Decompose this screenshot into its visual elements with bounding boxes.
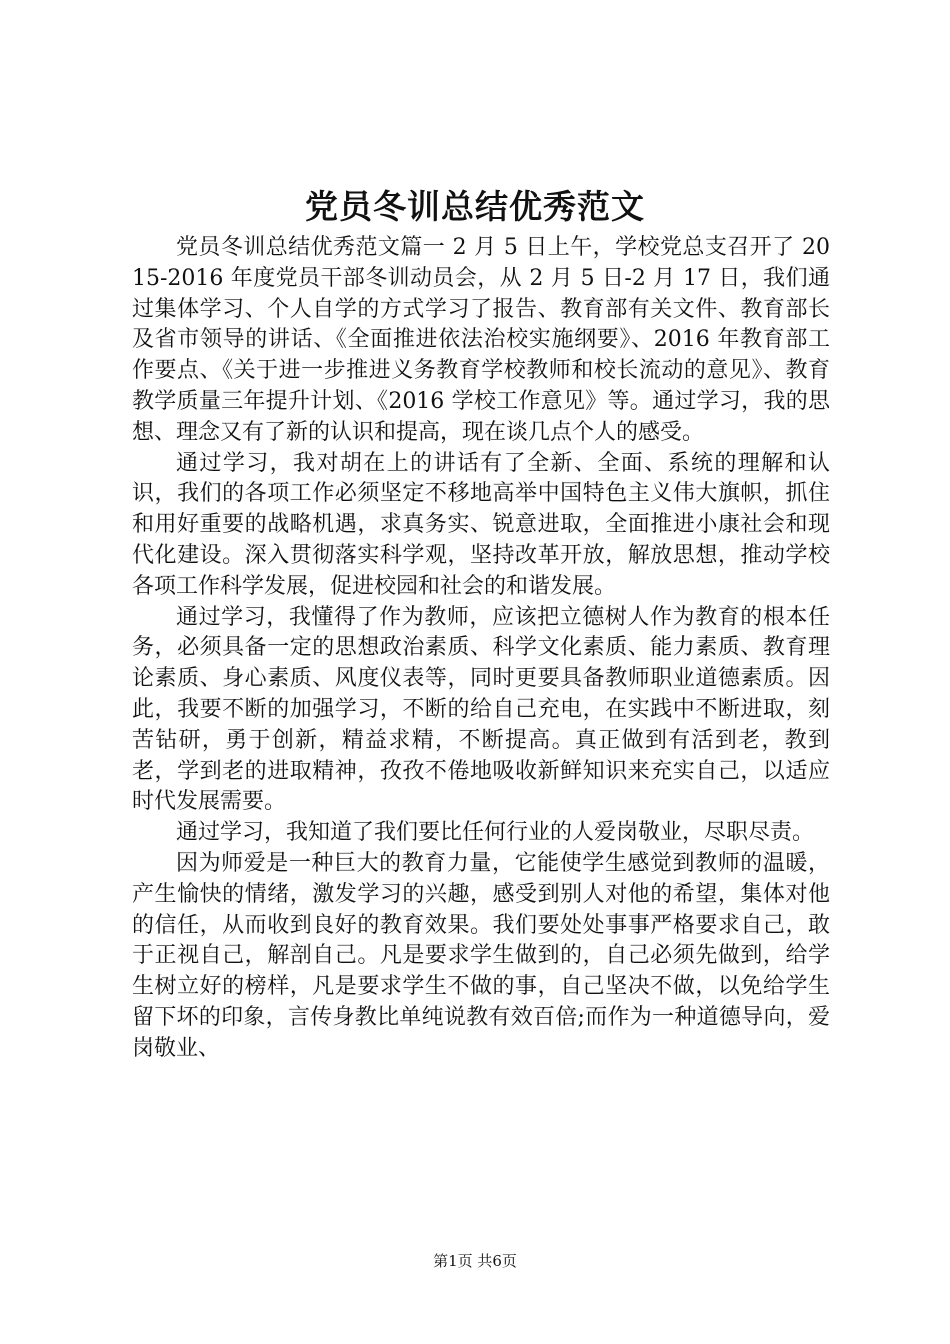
paragraph-5: 因为师爱是一种巨大的教育力量，它能使学生感觉到教师的温暖，产生愉快的情绪，激发学习的兴趣，感受到别人对他的希望，集体对他的信任，从而收到良好的教育效果。我们要处处事事严格要求自己，敢于正视自己，解剖自己。凡是要求学生做到的，自己必须先做到，给学生树立好的榜样，凡是要求学生不做的事，自己坚决不做，以免给学生留下坏的印象，言传身教比单纯说教有效百倍;而作为一种道德导向，爱岗敬业、 [132, 850, 830, 1061]
paragraph-1: 党员冬训总结优秀范文篇一 2 月 5 日上午，学校党总支召开了 2015-2016 年度党员干部冬训动员会，从 2 月 5 日-2 月 17 日，我们通过集体学习、个人自学的方式学习了报告、教育部有关文件、教育部长及省市领导的讲话、《全面推进依法治校实施纲要》、2016 年教育部工作要点、《关于进一步推进义务教育学校教师和校长流动的意见》、教育教学质量三年提升计划、《2016 学校工作意见》等。通过学习，我的思想、理念又有了新的认识和提高，现在谈几点个人的感受。 [132, 235, 830, 445]
paragraph-4: 通过学习，我知道了我们要比任何行业的人爱岗敬业，尽职尽责。 [176, 820, 815, 846]
paragraph-2: 通过学习，我对胡在上的讲话有了全新、全面、系统的理解和认识，我们的各项工作必须坚定不移地高举中国特色主义伟大旗帜，抓住和用好重要的战略机遇，求真务实、锐意进取，全面推进小康社会和现代化建设。深入贯彻落实科学观，坚持改革开放，解放思想，推动学校各项工作科学发展，促进校园和社会的和谐发展。 [132, 450, 830, 599]
paragraph-3: 通过学习，我懂得了作为教师，应该把立德树人作为教育的根本任务，必须具备一定的思想政治素质、科学文化素质、能力素质、教育理论素质、身心素质、风度仪表等，同时更要具备教师职业道德素质。因此，我要不断的加强学习，不断的给自己充电，在实践中不断进取，刻苦钻研，勇于创新，精益求精，不断提高。真正做到有活到老，教到老，学到老的进取精神，孜孜不倦地吸收新鲜知识来充实自己，以适应时代发展需要。 [132, 604, 830, 815]
document-body [132, 233, 830, 1065]
document-title: 党员冬训总结优秀范文 [305, 187, 645, 226]
page-number-footer: 第1页 共6页 [433, 1252, 517, 1270]
